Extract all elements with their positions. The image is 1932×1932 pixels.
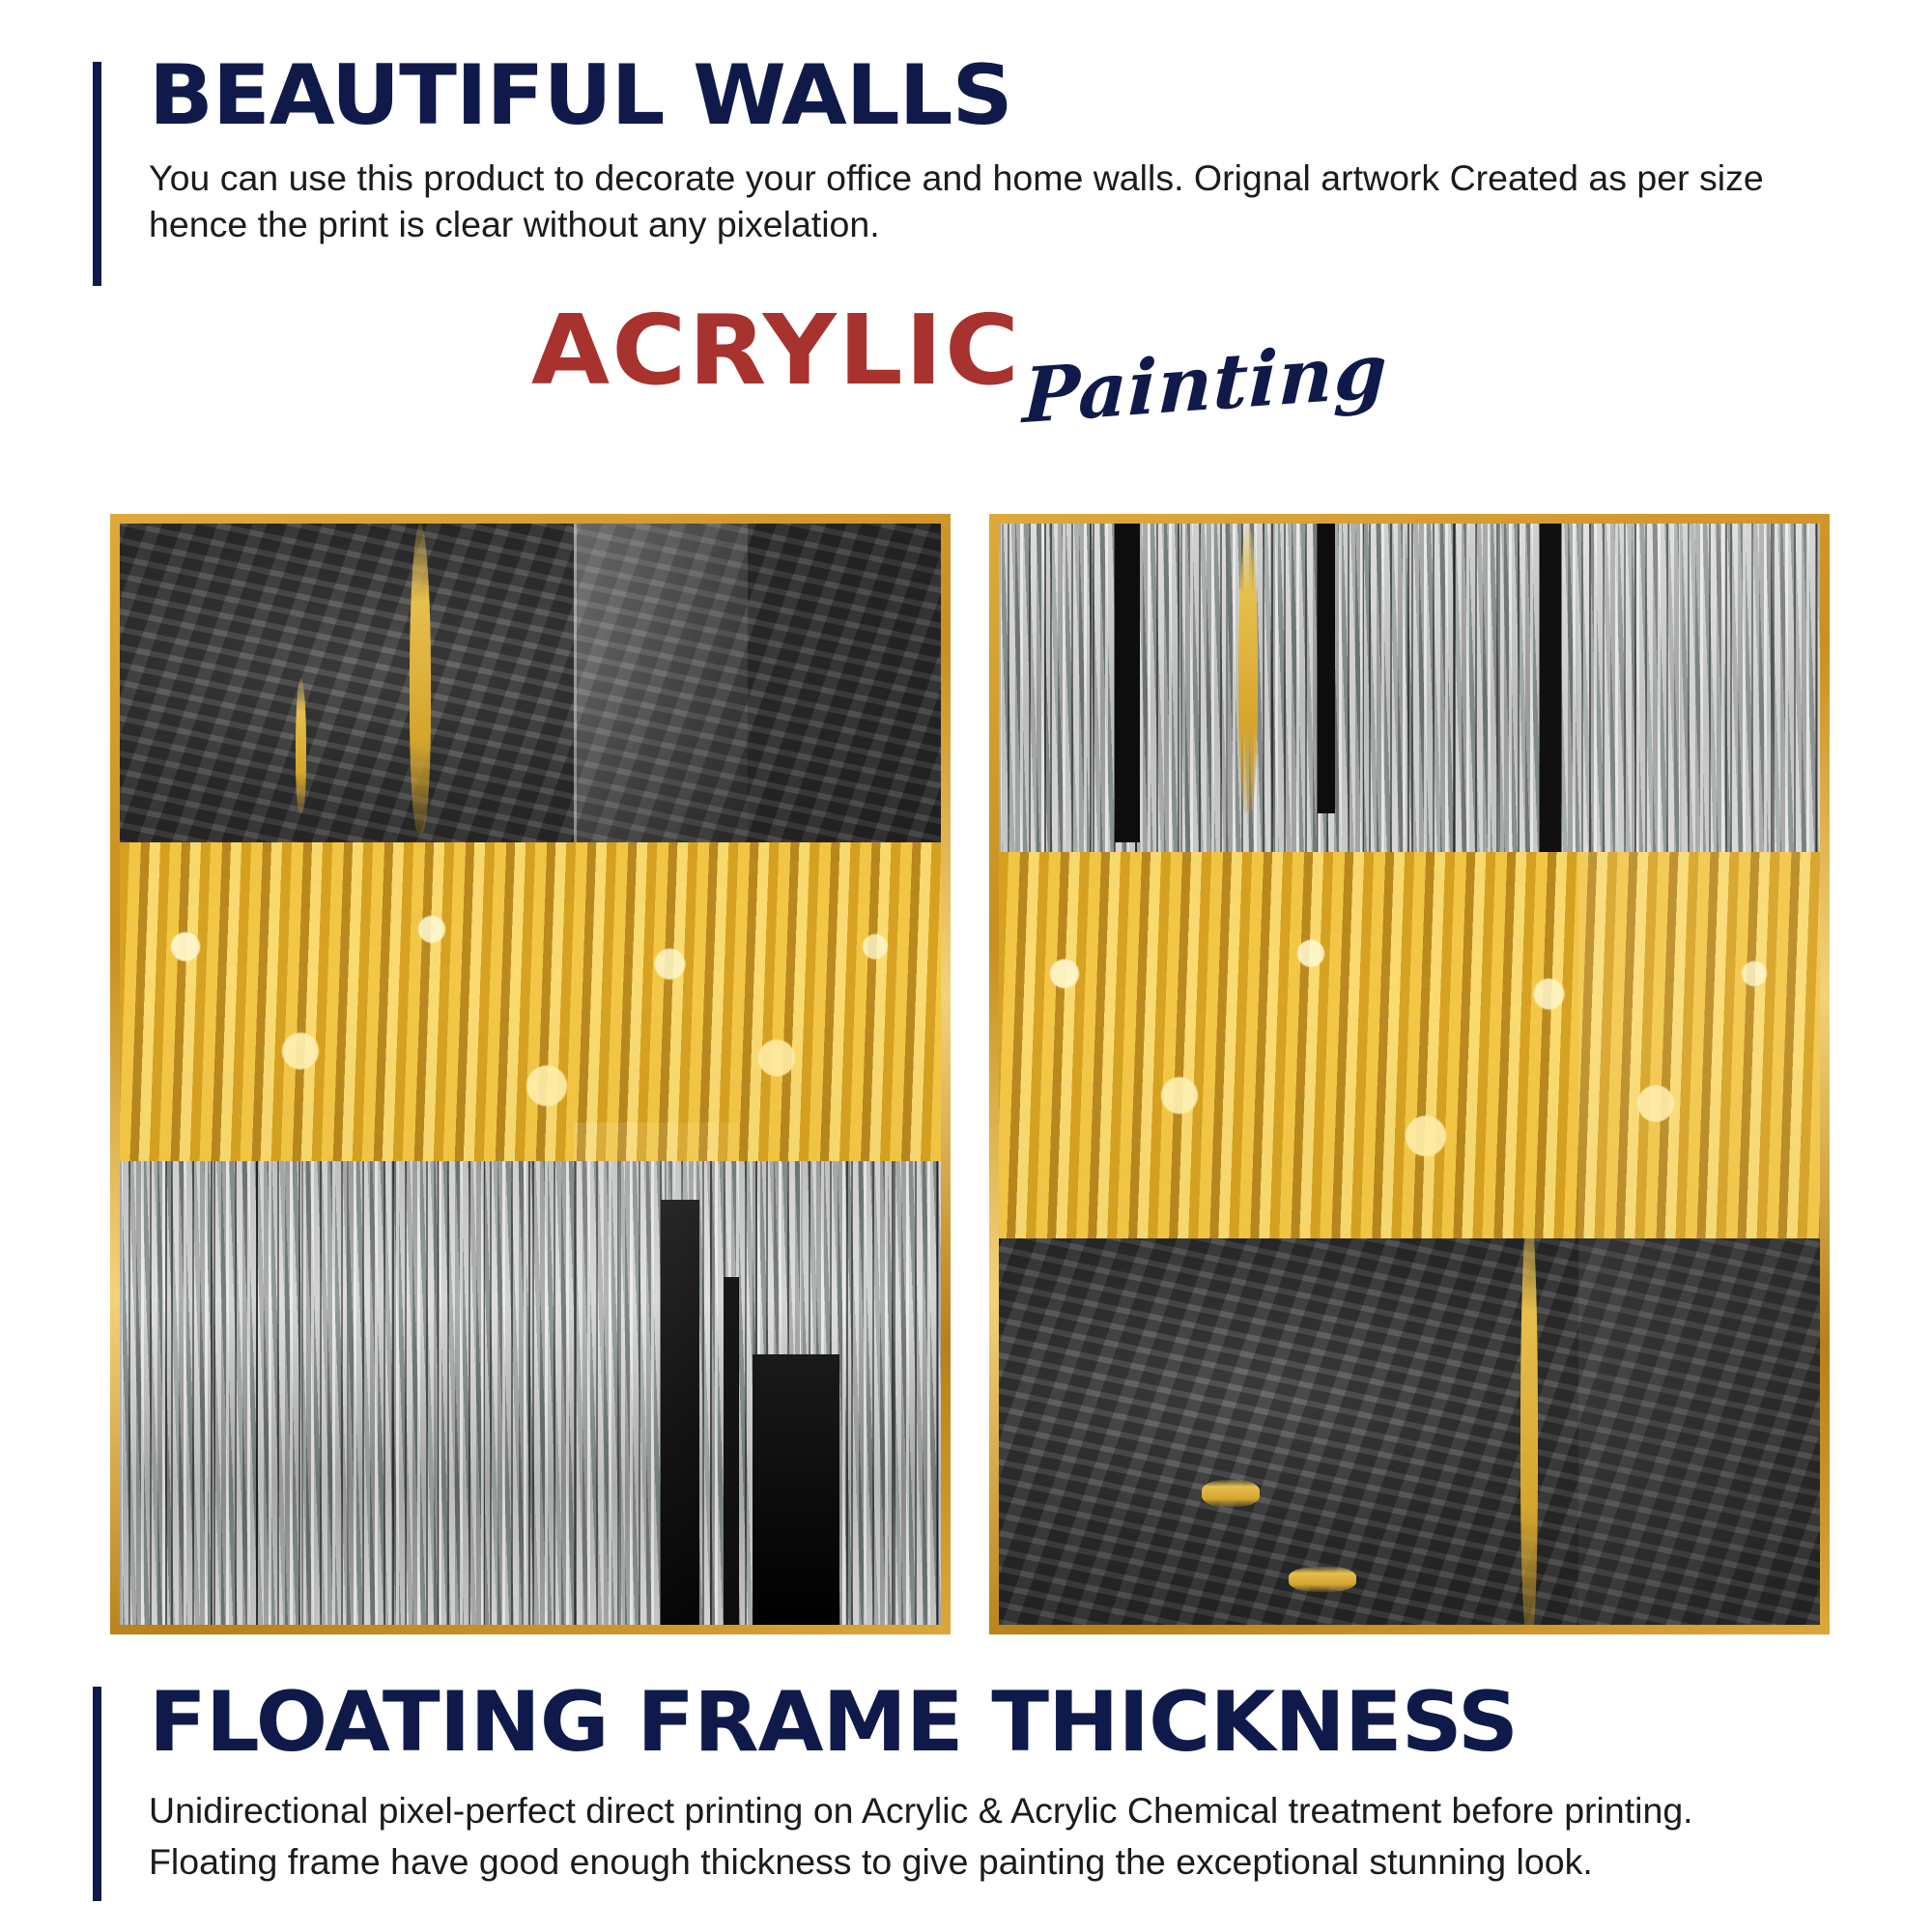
acrylic-word: ACRYLIC [531,294,1022,407]
texture-gold-band-left [120,842,941,1190]
page-title: BEAUTIFUL WALLS [149,47,1012,144]
bottom-description-line2: Floating frame have good enough thickness to give painting the exceptional stunning look. [149,1841,1593,1883]
acrylic-painting-lockup [0,290,1932,473]
gold-fleck-right-b [1289,1567,1356,1592]
bottom-text-block [93,1674,1861,1889]
gold-fleck-right-a [1202,1480,1260,1507]
bottom-description-line1: Unidirectional pixel-perfect direct printing on Acrylic & Acrylic Chemical treatment before printing. [149,1790,1693,1831]
texture-dark-top-left [120,524,941,881]
artwork-canvas-right [999,524,1820,1625]
glass-reflection-line-left [574,524,577,842]
texture-dark-stroke-left-a [661,1200,699,1625]
accent-rule-bottom [93,1687,101,1901]
texture-dark-stroke-right-b [1318,524,1335,813]
gold-drip-right-lower [1520,1200,1538,1625]
top-text-block [93,47,1851,247]
texture-dark-bottom-right [999,1238,1820,1625]
painting-script-word: Painting [1021,327,1390,441]
artwork-frame-right[interactable] [989,514,1830,1634]
top-description: You can use this product to decorate your office and home walls. Orignal artwork Created as per size hence the print is clear without any pixelation. [149,157,1764,244]
texture-dark-stroke-left-b [724,1277,739,1625]
texture-dark-stroke-right-a [1115,524,1140,842]
artwork-frame-left[interactable] [110,514,951,1634]
gold-drip-left-small [296,678,306,813]
accent-rule-top [93,62,101,286]
texture-dark-stroke-left-c [753,1354,839,1625]
texture-dark-stroke-right-c [1540,524,1561,862]
bottom-title: FLOATING FRAME THICKNESS [149,1674,1519,1771]
artwork-gallery [110,514,1830,1634]
texture-gold-band-right [999,852,1820,1258]
artwork-canvas-left [120,524,941,1625]
gold-drip-right-main [1238,524,1258,813]
gold-drip-left-main [410,524,431,833]
